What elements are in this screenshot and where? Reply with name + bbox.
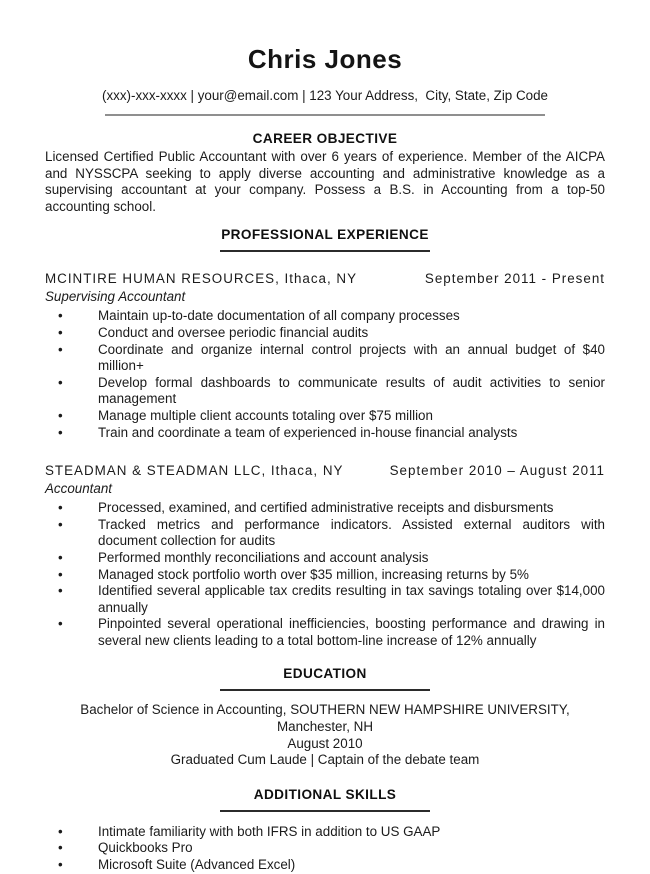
bullet-item [45, 325, 605, 342]
skills-bullet-list [45, 824, 605, 874]
job-entry-mcintire [45, 271, 605, 441]
section-title-education: EDUCATION [283, 666, 367, 682]
bullet-item [45, 308, 605, 325]
section-education [45, 666, 605, 768]
bullet-text: • Maintain up-to-date documentation of all company processes [98, 308, 460, 324]
education-date: August 2010 [287, 735, 363, 751]
bullet-item [45, 567, 605, 584]
section-additional-skills [45, 787, 605, 874]
job-header [45, 463, 605, 478]
job-entry-steadman [45, 463, 605, 649]
education-degree: Bachelor of Science in Accounting, SOUTHERN NEW HAMPSHIRE UNIVERSITY, Manchester, NH [80, 702, 570, 735]
bullet-text: • Pinpointed several operational inefficiencies, boosting performance and drawing in several new clients leading to a total bottom-line increase of 12% annually [98, 616, 605, 648]
bullet-item [45, 375, 605, 408]
bullet-text: • Managed stock portfolio worth over $35 million, increasing returns by 5% [98, 566, 529, 582]
section-divider-education [220, 689, 430, 691]
objective-text: Licensed Certified Public Accountant with over 6 years of experience. Member of the AICPA and NYSSCPA seeking to apply diverse accounting and administrative knowledge as a supervising accountant at your company. Possess a B.S. in Accounting from a top-50 accounting school. [45, 149, 605, 214]
bullet-text: • Processed, examined, and certified administrative receipts and disbursments [98, 500, 554, 516]
bullet-item [45, 425, 605, 442]
job-bullet-list [45, 500, 605, 649]
bullet-text: • Performed monthly reconciliations and account analysis [98, 549, 429, 565]
company-name: STEADMAN & STEADMAN LLC, Ithaca, NY [45, 463, 344, 479]
company-name: MCINTIRE HUMAN RESOURCES, Ithaca, NY [45, 271, 358, 287]
bullet-item [45, 616, 605, 649]
education-details [45, 702, 605, 768]
section-title-career-objective: CAREER OBJECTIVE [252, 131, 398, 146]
bullet-item [45, 583, 605, 616]
job-bullet-list [45, 308, 605, 441]
bullet-text: • Intimate familiarity with both IFRS in addition to US GAAP [98, 823, 441, 839]
job-dates: September 2011 - Present [424, 271, 605, 287]
bullet-text: • Microsoft Suite (Advanced Excel) [98, 857, 296, 873]
bullet-text: • Tracked metrics and performance indicators. Assisted external auditors with document collection for audits [98, 516, 605, 549]
bullet-text: • Identified several applicable tax credits resulting in tax savings totaling over $14,000 annually [98, 583, 605, 615]
bullet-item [45, 840, 605, 857]
section-divider-professional-experience [220, 250, 430, 252]
education-honors: Graduated Cum Laude | Captain of the debate team [170, 752, 480, 768]
bullet-item [45, 342, 605, 375]
bullet-item [45, 517, 605, 550]
bullet-text: • Develop formal dashboards to communicate results of audit activities to senior management [98, 374, 605, 407]
bullet-item [45, 408, 605, 425]
job-title: Accountant [45, 481, 112, 497]
section-title-additional-skills: ADDITIONAL SKILLS [253, 786, 397, 802]
section-professional-experience [45, 227, 605, 649]
bullet-item [45, 500, 605, 517]
contact-line: (xxx)-xxx-xxxx | your@email.com | 123 Your Address, City, State, Zip Code [102, 88, 548, 103]
bullet-text: • Train and coordinate a team of experienced in-house financial analysts [98, 424, 518, 440]
resume-name: Chris Jones [247, 44, 403, 74]
job-title: Supervising Accountant [45, 289, 186, 305]
job-header [45, 271, 605, 286]
bullet-item [45, 824, 605, 841]
bullet-text: • Manage multiple client accounts totaling over $75 million [98, 407, 433, 423]
bullet-text: • Conduct and oversee periodic financial audits [98, 324, 369, 340]
section-title-professional-experience: PROFESSIONAL EXPERIENCE [221, 227, 429, 243]
bullet-text: • Quickbooks Pro [98, 840, 193, 856]
bullet-item [45, 550, 605, 567]
job-dates: September 2010 – August 2011 [389, 463, 605, 479]
bullet-text: • Coordinate and organize internal control projects with an annual budget of $40 million+ [98, 341, 605, 374]
header-divider [105, 114, 545, 116]
section-divider-additional-skills [220, 810, 430, 812]
section-career-objective [45, 131, 605, 215]
bullet-item [45, 857, 605, 874]
